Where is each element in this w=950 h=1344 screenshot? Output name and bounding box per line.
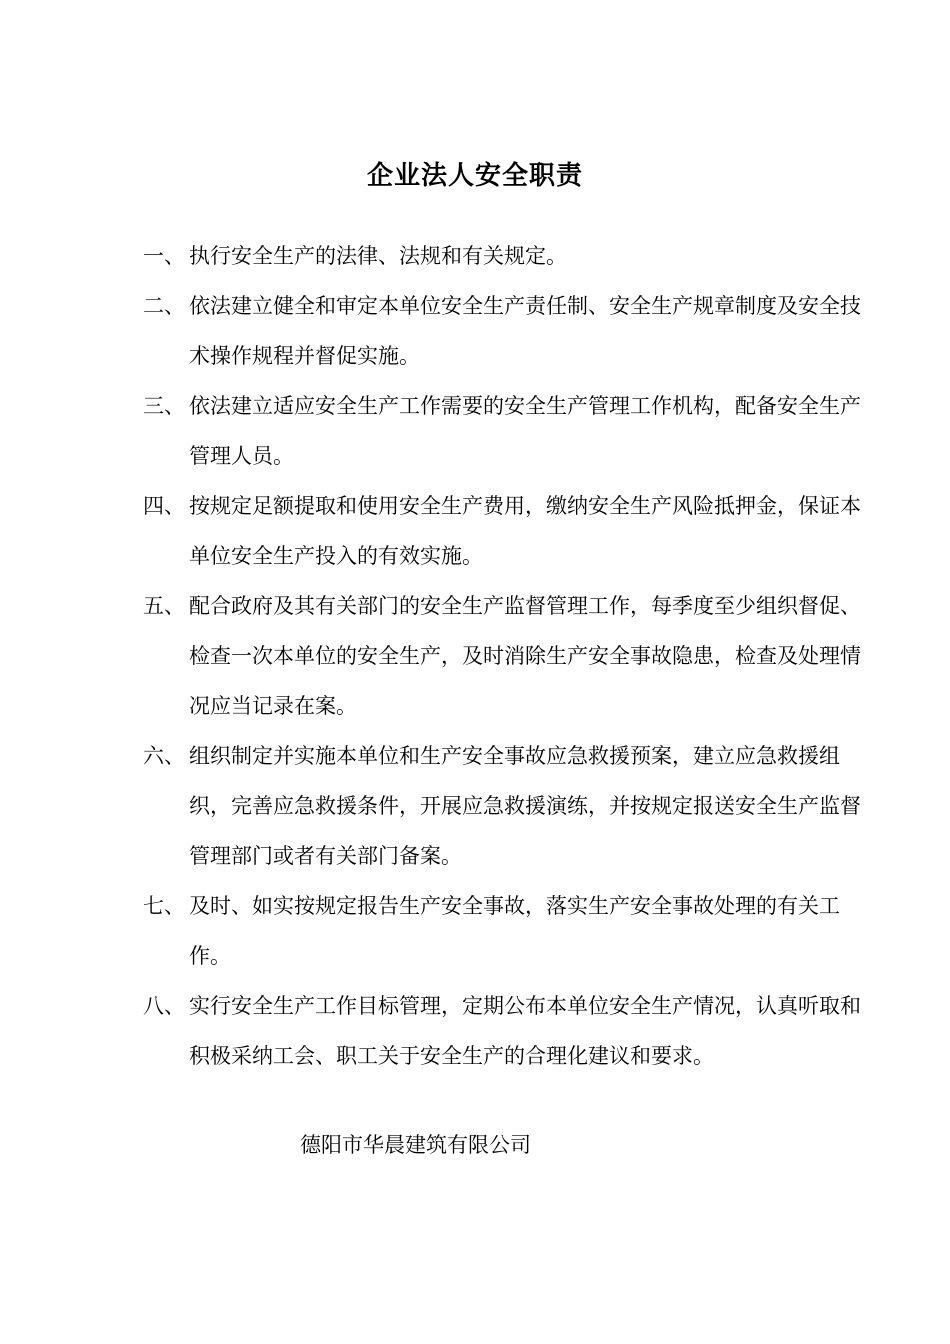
clause-6 bbox=[143, 731, 865, 881]
clause-text: 依法建立适应安全生产工作需要的安全生产管理工作机构，配备安全生产管理人员。 bbox=[189, 394, 861, 468]
clause-number: 四、 bbox=[143, 494, 185, 518]
clause-text: 及时、如实按规定报告生产安全事故，落实生产安全事故处理的有关工作。 bbox=[189, 894, 840, 968]
company-signature: 德阳市华晨建筑有限公司 bbox=[300, 1133, 531, 1157]
clause-5 bbox=[143, 581, 865, 731]
clause-7 bbox=[143, 881, 865, 981]
clause-list bbox=[143, 231, 865, 1081]
clause-4 bbox=[143, 481, 865, 581]
clause-number: 七、 bbox=[143, 894, 185, 918]
clause-text: 实行安全生产工作目标管理，定期公布本单位安全生产情况，认真听取和积极采纳工会、职工关于安全生产的合理化建议和要求。 bbox=[189, 994, 861, 1068]
clause-8 bbox=[143, 981, 865, 1081]
clause-text: 组织制定并实施本单位和生产安全事故应急救援预案，建立应急救援组织，完善应急救援条件，开展应急救援演练，并按规定报送安全生产监督管理部门或者有关部门备案。 bbox=[189, 744, 861, 868]
clause-number: 五、 bbox=[143, 594, 185, 618]
clause-number: 一、 bbox=[143, 244, 185, 268]
clause-number: 六、 bbox=[143, 744, 185, 768]
clause-number: 二、 bbox=[143, 294, 185, 318]
clause-3 bbox=[143, 381, 865, 481]
document-title: 企业法人安全职责 bbox=[366, 161, 583, 191]
clause-text: 配合政府及其有关部门的安全生产监督管理工作，每季度至少组织督促、检查一次本单位的安全生产，及时消除生产安全事故隐患，检查及处理情况应当记录在案。 bbox=[189, 594, 861, 718]
clause-text: 执行安全生产的法律、法规和有关规定。 bbox=[189, 244, 567, 268]
clause-text: 依法建立健全和审定本单位安全生产责任制、安全生产规章制度及安全技术操作规程并督促实施。 bbox=[189, 294, 861, 368]
clause-number: 八、 bbox=[143, 994, 185, 1018]
clause-text: 按规定足额提取和使用安全生产费用，缴纳安全生产风险抵押金，保证本单位安全生产投入的有效实施。 bbox=[189, 494, 861, 568]
clause-number: 三、 bbox=[143, 394, 185, 418]
clause-2 bbox=[143, 281, 865, 381]
clause-1 bbox=[143, 231, 865, 281]
